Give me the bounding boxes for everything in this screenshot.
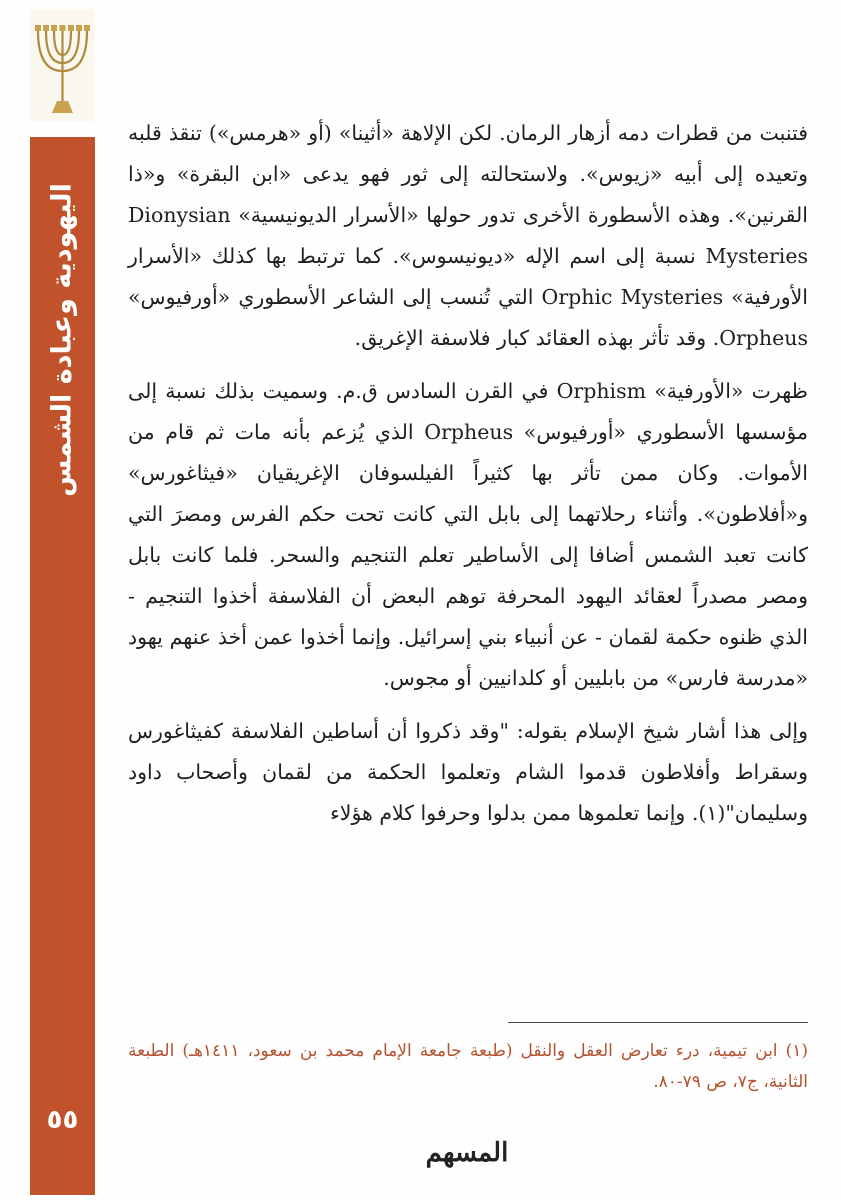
paragraph-2: ظهرت «الأورفية» Orphism في القرن السادس ق.م. وسميت بذلك نسبة إلى مؤسسها الأسطوري «أورفيوس» Orpheus الذي يُزعم بأنه مات ثم قام من الأموات. وكان ممن تأثر بها كثيراً الفيلسوفان الإغريقيان «فيثاغورس» و«أفلاطون». وأثناء رحلاتهما إلى بابل التي كانت تحت حكم الفرس ومصرَ التي كانت تعبد الشمس أضافا إلى الأساطير تعلم التنجيم والسحر. فلما كانت بابل ومصر مصدراً لعقائد اليهود المحرفة توهم البعض أن الفلاسفة أخذوا التنجيم - الذي ظنوه حكمة لقمان - عن أنبياء بني إسرائيل. وإنما أخذوا عمن أخذ عنهم يهود «مدرسة فارس» من بابليين أو كلدانيين أو مجوس. — [128, 379, 809, 690]
body-text — [128, 113, 808, 834]
page-number: ٥٥ — [46, 1105, 79, 1135]
publisher-logo: المسهم — [425, 1138, 509, 1168]
menorah-icon — [30, 9, 95, 121]
paragraph-3: وإلى هذا أشار شيخ الإسلام بقوله: "وقد ذكروا أن أساطين الفلاسفة كفيثاغورس وسقراط وأفلاطون قدموا الشام وتعلموا الحكمة من لقمان وأصحاب داود وسليمان"(١). وإنما تعلموها ممن بدلوا وحرفوا كلام هؤلاء — [128, 719, 808, 825]
book-title: اليهودية وعبادة الشمس — [46, 183, 78, 497]
paragraph-1: فتنبت من قطرات دمه أزهار الرمان. لكن الإلاهة «أثينا» (أو «هرمس») تنقذ قلبه وتعيده إلى أبيه «زيوس». ولاستحالته إلى ثور فهو يدعى «ابن البقرة» و«ذا القرنين». وهذه الأسطورة الأخرى تدور حولها «الأسرار الديونيسية» Dionysian Mysteries نسبة إلى اسم الإله «ديونيسوس». كما ترتبط بها كذلك «الأسرار الأورفية» Orphic Mysteries التي تُنسب إلى الشاعر الأسطوري «أورفيوس» Orpheus. وقد تأثر بهذه العقائد كبار فلاسفة الإغريق. — [128, 121, 808, 350]
footnote-divider — [508, 1022, 808, 1023]
footnote: (١) ابن تيمية، درء تعارض العقل والنقل (طبعة جامعة الإمام محمد بن سعود، ١٤١١هـ) الطبعة الثانية، ج٧، ص ٧٩-٨٠. — [128, 1041, 808, 1092]
